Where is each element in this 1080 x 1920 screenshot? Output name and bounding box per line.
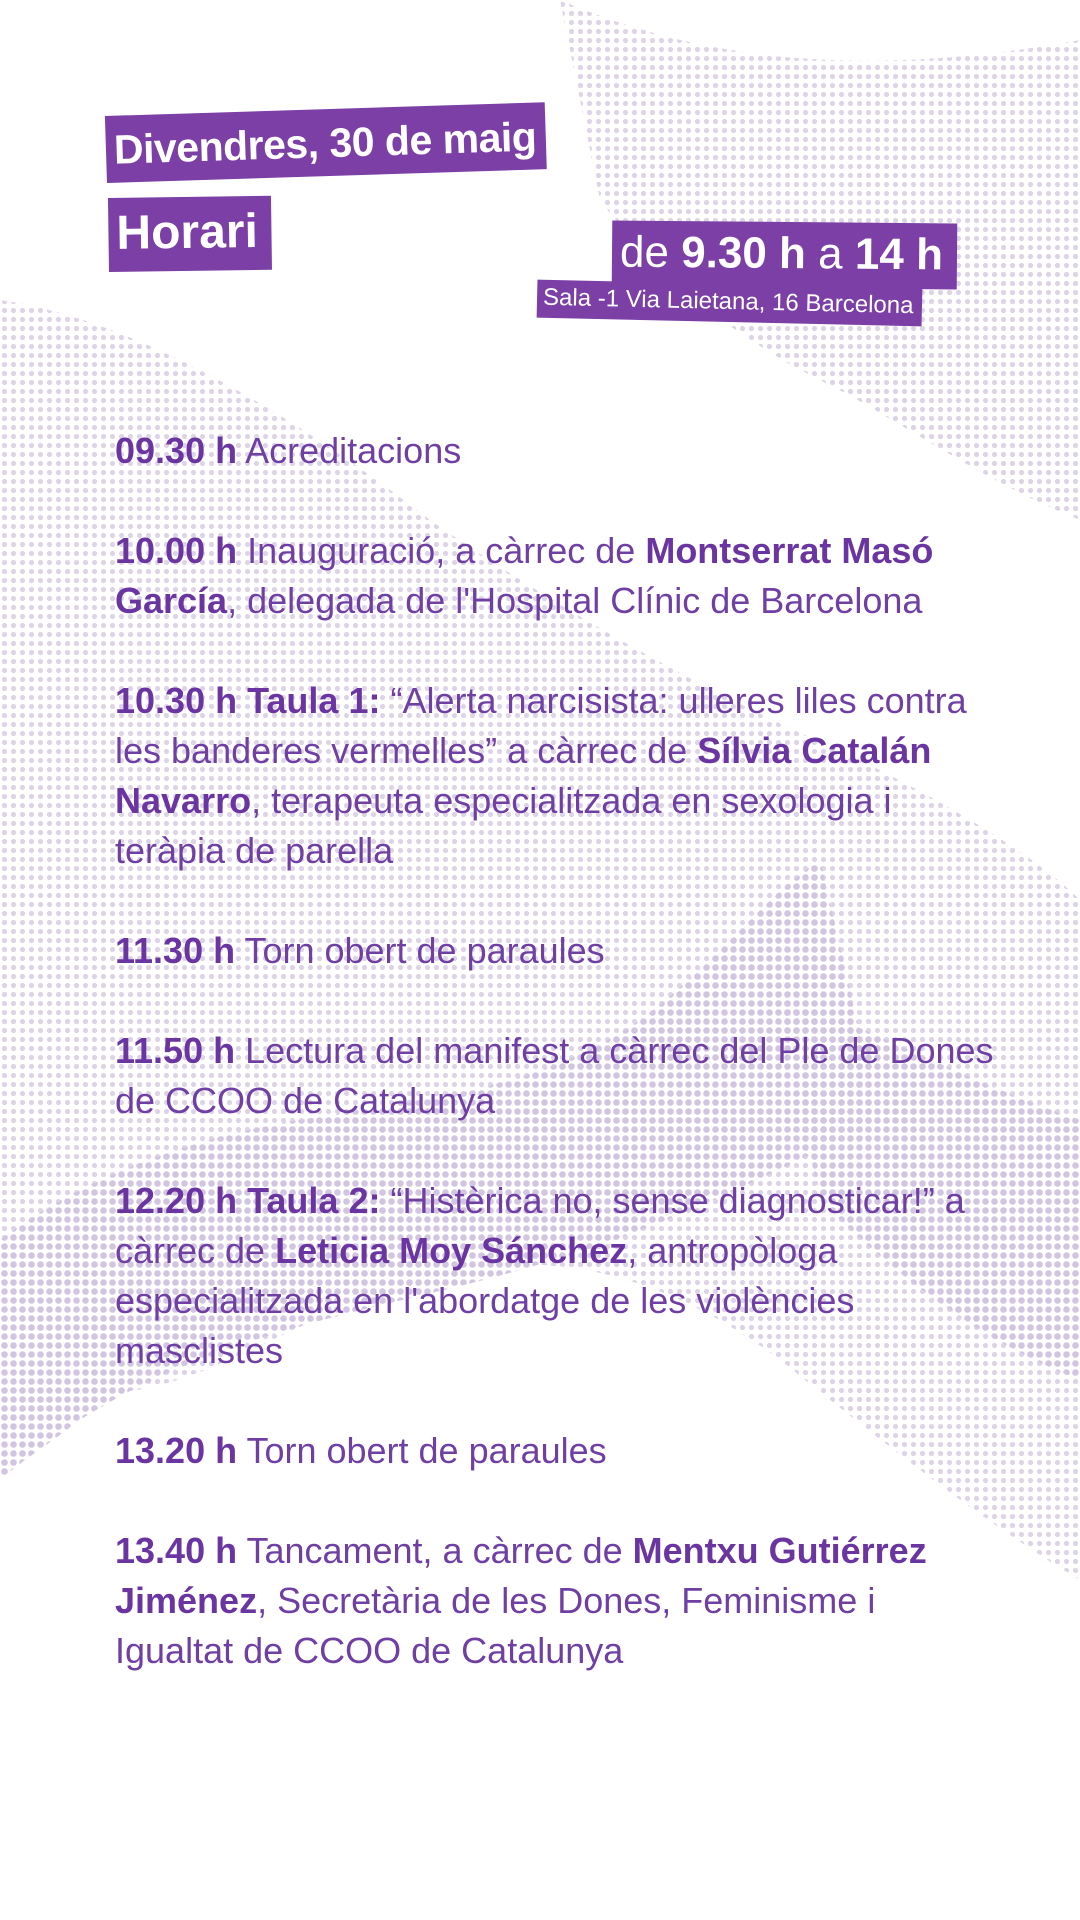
item-time: 09.30 h bbox=[115, 430, 238, 471]
time-prefix: de bbox=[619, 227, 670, 277]
program-item-1220 bbox=[115, 1176, 995, 1376]
time-middle: a bbox=[817, 229, 843, 279]
item-text: “Histèrica no, sense diagnosticar!” a càrrec de bbox=[115, 1180, 965, 1271]
item-time: 10.00 h bbox=[115, 530, 238, 571]
item-person: Leticia Moy Sánchez bbox=[275, 1230, 628, 1271]
item-rest: , Secretària de les Dones, Feminisme i Igualtat de CCOO de Catalunya bbox=[115, 1580, 876, 1671]
program-list bbox=[115, 426, 995, 1726]
item-text: Tancament, a càrrec de bbox=[237, 1530, 633, 1571]
item-time: 12.20 h bbox=[115, 1180, 238, 1221]
item-text: “Alerta narcisista: ulleres liles contra les banderes vermelles” a càrrec de bbox=[115, 680, 967, 771]
item-session: Taula 2: bbox=[237, 1180, 381, 1221]
item-person: Sílvia Catalán Navarro bbox=[115, 730, 932, 821]
item-rest: , terapeuta especialitzada en sexologia i teràpia de parella bbox=[115, 780, 892, 871]
item-session: Taula 1: bbox=[237, 680, 381, 721]
program-item-1320 bbox=[115, 1426, 995, 1476]
item-rest: , delegada de l'Hospital Clínic de Barcelona bbox=[227, 580, 923, 621]
item-text: Torn obert de paraules bbox=[235, 930, 605, 971]
item-text: Inauguració, a càrrec de bbox=[237, 530, 646, 571]
date-label: Divendres, 30 de maig bbox=[105, 102, 547, 183]
venue-label: Sala -1 Via Laietana, 16 Barcelona bbox=[537, 280, 922, 327]
program-item-1000 bbox=[115, 526, 995, 626]
program-item-1150 bbox=[115, 1026, 995, 1126]
item-person: Mentxu Gutiérrez Jiménez bbox=[115, 1530, 927, 1621]
item-time: 11.50 h bbox=[115, 1030, 236, 1071]
item-rest: , antropòloga especialitzada en l'abordatge de les violències masclistes bbox=[115, 1230, 855, 1371]
item-text: Acreditacions bbox=[237, 430, 462, 471]
item-time: 10.30 h bbox=[115, 680, 238, 721]
item-person: Montserrat Masó García bbox=[115, 530, 934, 621]
program-item-1130 bbox=[115, 926, 995, 976]
time-start: 9.30 h bbox=[680, 228, 807, 279]
program-item-1340 bbox=[115, 1526, 995, 1676]
item-text: Lectura del manifest a càrrec del Ple de Dones de CCOO de Catalunya bbox=[115, 1030, 994, 1121]
time-end: 14 h bbox=[854, 229, 944, 280]
item-time: 13.40 h bbox=[115, 1530, 238, 1571]
time-range bbox=[612, 220, 958, 289]
schedule-title: Horari bbox=[108, 196, 272, 272]
item-time: 13.20 h bbox=[115, 1430, 238, 1471]
program-item-0930 bbox=[115, 426, 995, 476]
item-time: 11.30 h bbox=[115, 930, 236, 971]
program-item-1030 bbox=[115, 676, 995, 876]
item-text: Torn obert de paraules bbox=[237, 1430, 607, 1471]
